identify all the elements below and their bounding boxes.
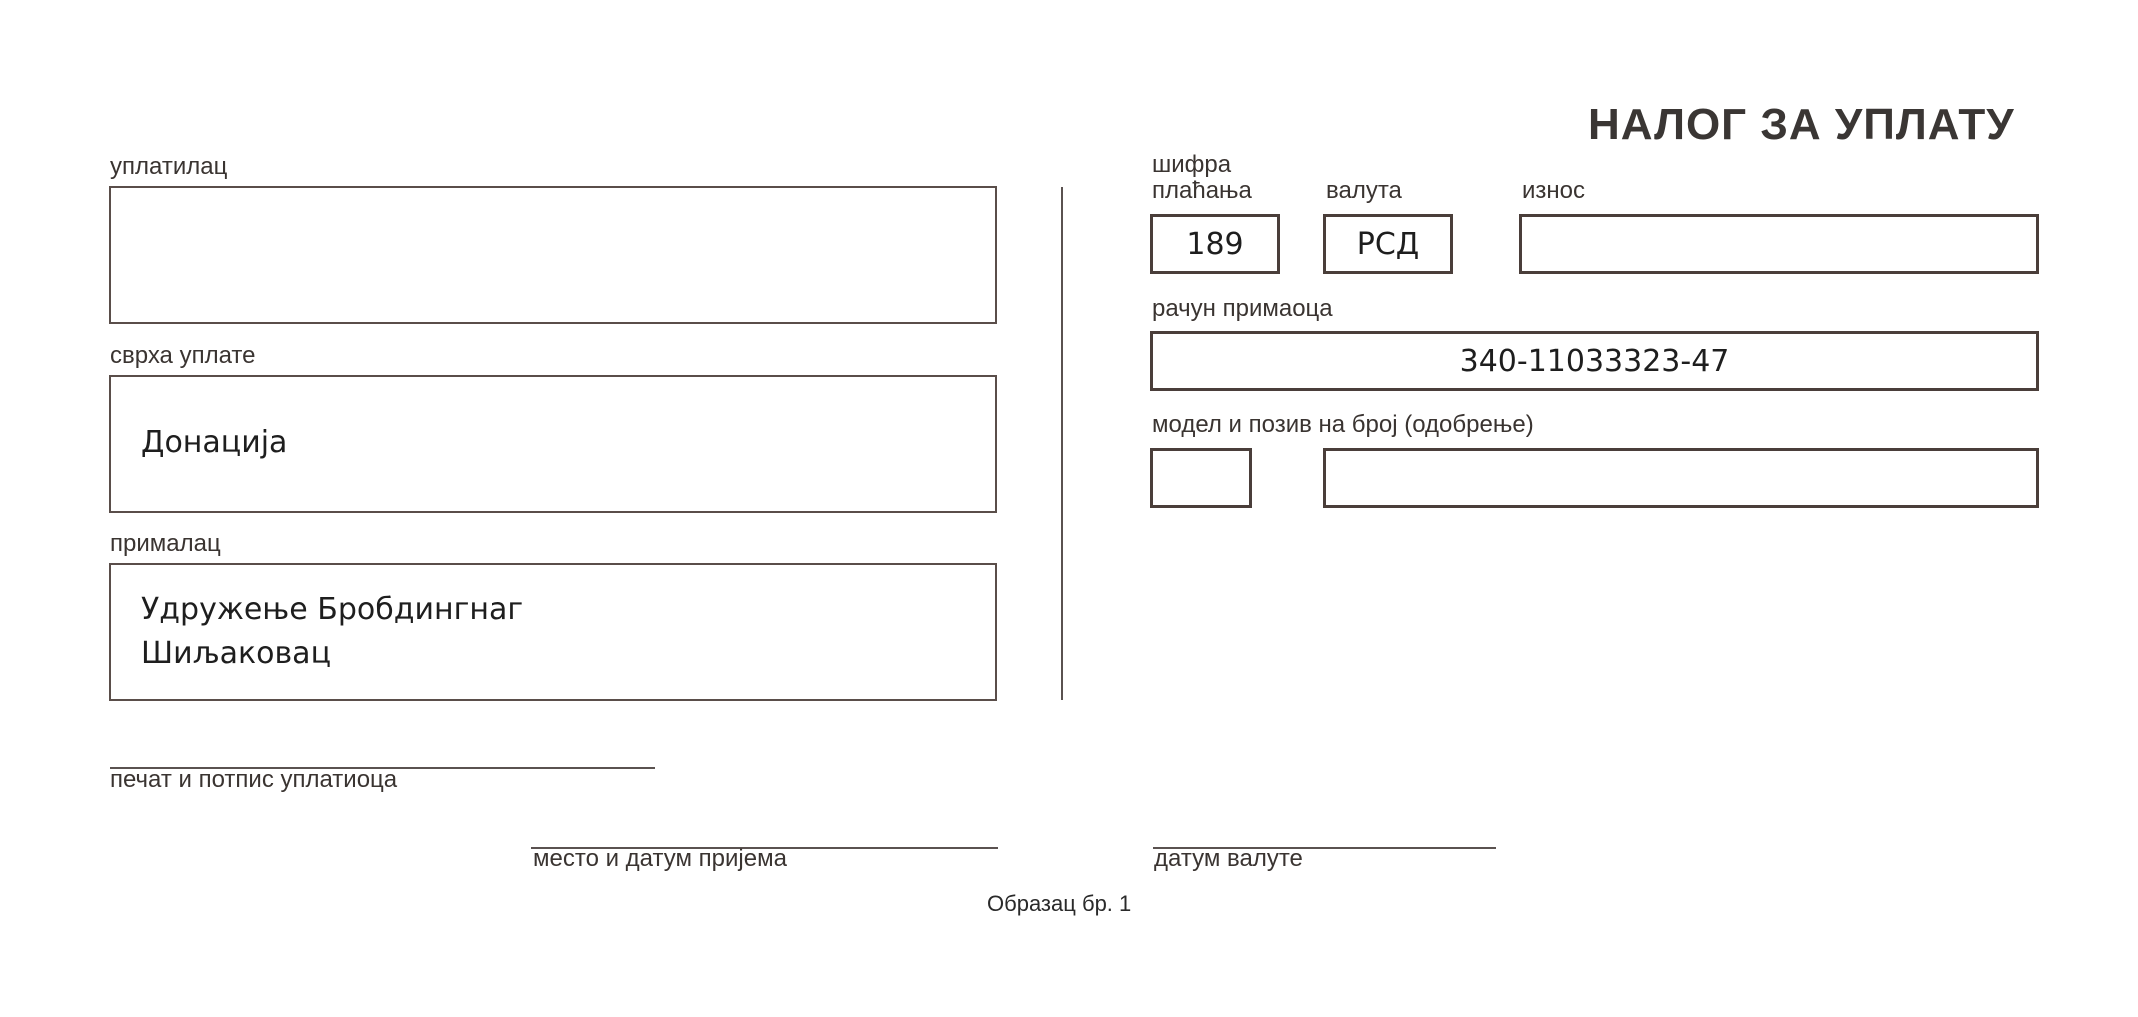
payer-field[interactable] [109, 186, 997, 324]
currency-field[interactable] [1323, 214, 1453, 274]
recipient-field[interactable] [109, 563, 997, 701]
model-field[interactable] [1150, 448, 1252, 508]
column-divider [1061, 187, 1063, 700]
currency-value: РСД [1356, 226, 1420, 262]
reference-number-value [1326, 451, 2036, 505]
amount-label: износ [1522, 177, 1586, 204]
account-label: рачун примаоца [1152, 295, 1333, 322]
account-value: 340-11033323-47 [1459, 343, 1730, 379]
payment-code-label-line-2: плаћања [1152, 176, 1252, 204]
recipient-line-2: Шиљаковац [141, 636, 331, 671]
reference-number-field[interactable] [1323, 448, 2039, 508]
account-field[interactable] [1150, 331, 2039, 391]
purpose-label: сврха уплате [110, 342, 256, 369]
form-title: НАЛОГ ЗА УПЛАТУ [1588, 100, 2015, 149]
purpose-value: Донација [141, 425, 288, 460]
recipient-line-1: Удружење Бробдингнаг [141, 592, 524, 627]
payment-code-label [1152, 152, 1252, 204]
amount-value [1522, 217, 2036, 271]
recipient-label: прималац [110, 530, 221, 557]
payer-signature-label: печат и потпис уплатиоца [110, 766, 398, 793]
model-label: модел и позив на број (одобрење) [1152, 411, 1534, 438]
value-date-label: датум валуте [1154, 845, 1303, 872]
form-number: Образац бр. 1 [987, 891, 1132, 916]
purpose-field[interactable] [109, 375, 997, 513]
payment-code-value: 189 [1186, 226, 1244, 262]
recipient-value [141, 588, 523, 676]
place-date-label: место и датум пријема [533, 845, 787, 872]
amount-field[interactable] [1519, 214, 2039, 274]
payment-code-field[interactable] [1150, 214, 1280, 274]
model-value [1153, 451, 1249, 505]
payer-label: уплатилац [110, 153, 228, 180]
currency-label: валута [1326, 177, 1402, 204]
payment-code-label-line-1: шифра [1152, 151, 1232, 178]
